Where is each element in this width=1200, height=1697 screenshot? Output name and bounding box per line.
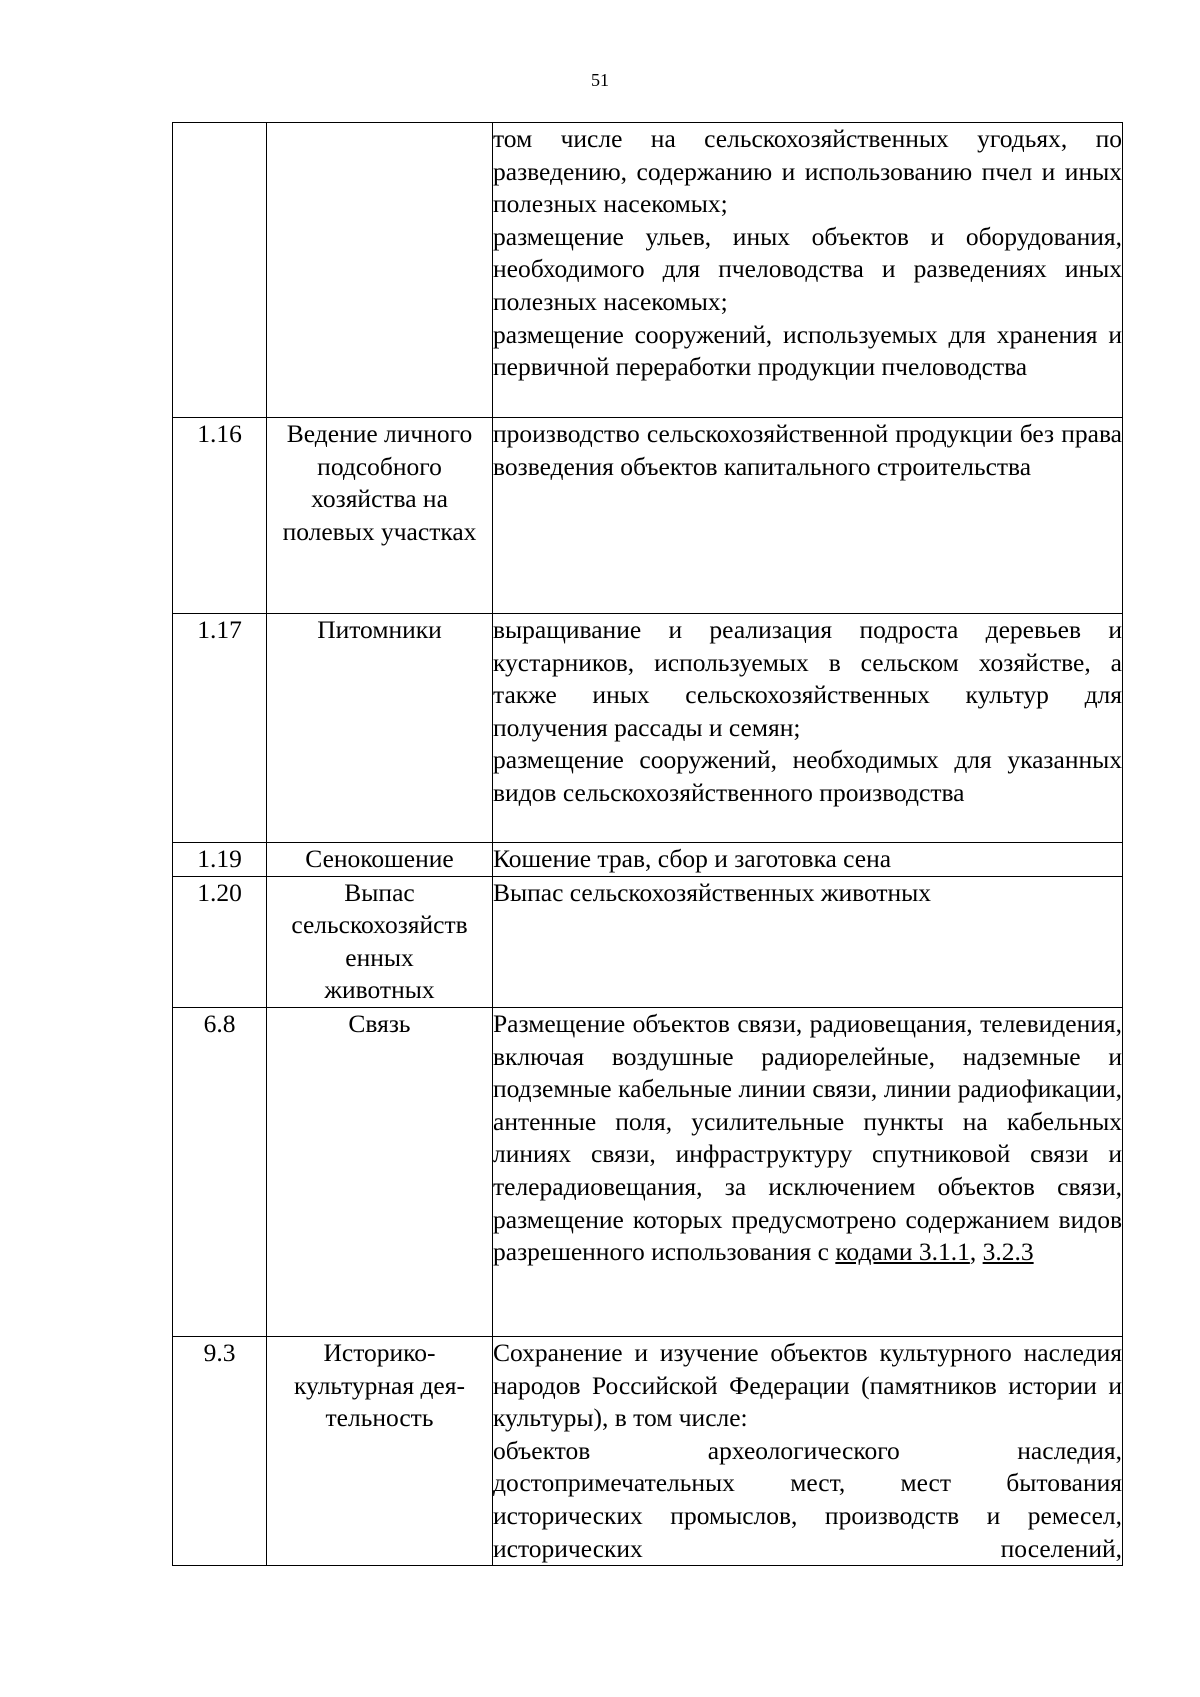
name-cell: Связь (267, 1007, 493, 1336)
table-row (173, 614, 1123, 843)
land-use-table (172, 122, 1123, 1566)
description-cell (493, 1007, 1123, 1336)
description-text: Размещение объектов связи, радиовещания, телевидения, включая воздушные радиорелейные, надземные и подземные кабельные линии связи, линии радиофикации, антенные поля, усилительные пункты на кабельных линиях связи, инфраструктуру спутниковой связи и телерадиовещания, за исключением объектов связи, размещение которых предусмотрено содержанием видов разрешенного использования с (493, 1008, 1122, 1267)
description-paragraph: Сохранение и изучение объектов культурного наследия народов Российской Федерации (памятников истории и культуры), в том числе: (493, 1337, 1122, 1433)
name-line: тельность (325, 1403, 434, 1433)
code-cell (173, 123, 267, 418)
description-paragraph: размещение сооружений, используемых для хранения и первичной переработки продукции пчеловодства (493, 319, 1122, 382)
code-cell: 1.19 (173, 843, 267, 877)
description-paragraph: размещение ульев, иных объектов и оборудования, необходимого для пчеловодства и разведениях иных полезных насекомых; (493, 221, 1122, 316)
table-row (173, 1336, 1123, 1565)
description-paragraph: Выпас сельскохозяйственных животных (493, 877, 932, 907)
description-paragraph: объектов археологического наследия, достопримечательных мест, мест бытования исторических промыслов, производств и ремесел, исторических поселений, (493, 1435, 1122, 1563)
name-cell: Ведение личного подсобного хозяйства на полевых участках (267, 418, 493, 614)
description-cell (493, 418, 1123, 614)
code-reference-link[interactable]: 3.2.3 (982, 1237, 1034, 1267)
table-row (173, 843, 1123, 877)
table-row (173, 1007, 1123, 1336)
name-line: енных (345, 942, 414, 972)
page-number: 51 (591, 70, 609, 90)
description-cell (493, 614, 1123, 843)
description-paragraph: производство сельскохозяйственной продукции без права возведения объектов капитального строительства (493, 419, 1122, 481)
name-cell: Сенокошение (267, 843, 493, 877)
description-paragraph: Кошение трав, сбор и заготовка сена (493, 844, 892, 873)
description-paragraph: том числе на сельскохозяйственных угодьях, по разведению, содержанию и использованию пчел и иных полезных насекомых; (493, 124, 1122, 219)
name-line: культурная дея- (294, 1370, 465, 1400)
table-row (173, 123, 1123, 418)
name-cell (267, 876, 493, 1007)
name-line: животных (324, 975, 435, 1005)
code-cell: 1.20 (173, 876, 267, 1007)
code-cell: 1.16 (173, 418, 267, 614)
description-cell (493, 876, 1123, 1007)
description-paragraph (493, 1008, 1122, 1269)
name-line: Выпас (344, 877, 415, 907)
name-cell: Питомники (267, 614, 493, 843)
code-cell: 6.8 (173, 1007, 267, 1336)
name-line: Историко- (323, 1337, 436, 1367)
name-cell (267, 1336, 493, 1565)
code-reference-link[interactable]: кодами 3.1.1 (835, 1237, 970, 1267)
description-cell (493, 123, 1123, 418)
name-line: сельскохозяйств (291, 910, 468, 940)
description-cell (493, 843, 1123, 877)
table-row (173, 876, 1123, 1007)
code-cell: 9.3 (173, 1336, 267, 1565)
description-cell (493, 1336, 1123, 1565)
name-cell (267, 123, 493, 418)
description-paragraph: размещение сооружений, необходимых для указанных видов сельскохозяйственного производства (493, 745, 1122, 807)
separator-text: , (969, 1237, 983, 1267)
code-cell: 1.17 (173, 614, 267, 843)
table-row (173, 418, 1123, 614)
description-paragraph: выращивание и реализация подроста деревьев и кустарников, используемых в сельском хозяйстве, а также иных сельскохозяйственных культур для получения рассады и семян; (493, 615, 1122, 742)
